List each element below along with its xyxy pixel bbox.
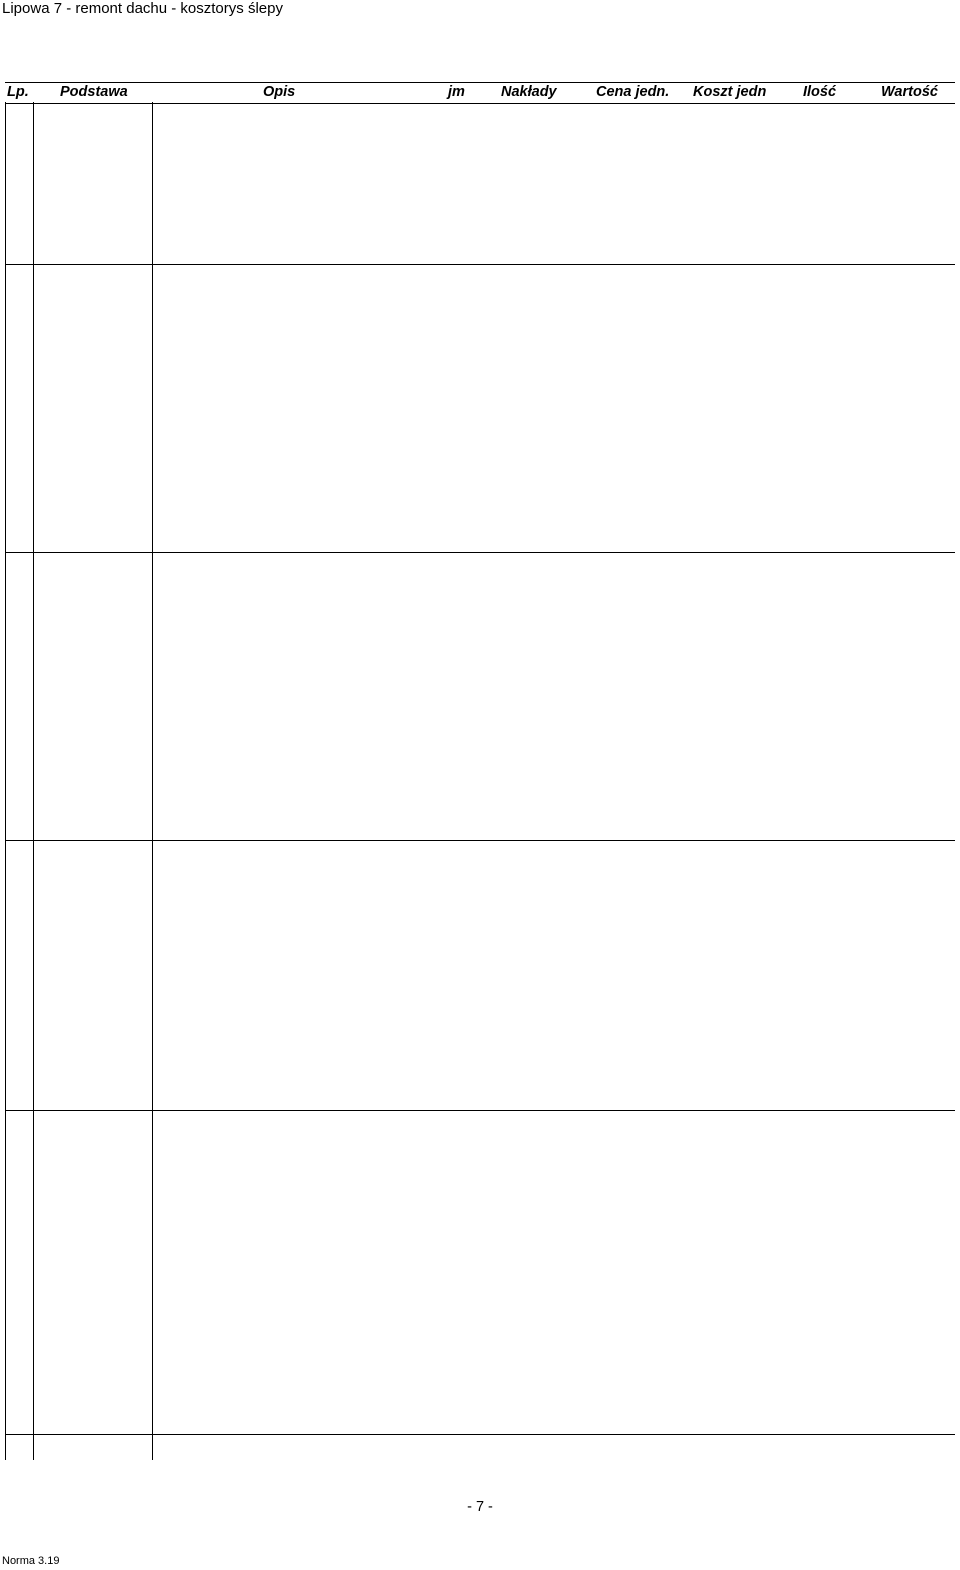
sum-divider (5, 840, 955, 841)
col-podstawa: Podstawa (60, 84, 128, 100)
col-cena: Cena jedn. (596, 84, 670, 100)
page-title: Lipowa 7 - remont dachu - kosztorys ślepy (2, 0, 283, 17)
sum-divider (5, 552, 955, 553)
col-opis: Opis (263, 84, 296, 100)
table-header (5, 82, 955, 104)
col-wartosc: Wartość (881, 84, 938, 100)
col-ilosc: Ilość (803, 84, 837, 100)
col-koszt: Koszt jedn (693, 84, 767, 100)
sum-divider (5, 264, 955, 265)
col-jm: jm (448, 84, 465, 100)
lp-divider (33, 102, 34, 1460)
col-naklady: Nakłady (501, 84, 557, 100)
sum-divider (5, 1110, 955, 1111)
basis-divider (152, 102, 153, 1460)
page-number: - 7 - (467, 1499, 493, 1515)
sum-divider (5, 1434, 955, 1435)
left-border (5, 102, 6, 1460)
col-lp: Lp. (7, 84, 29, 100)
footer-norma: Norma 3.19 (2, 1555, 60, 1567)
